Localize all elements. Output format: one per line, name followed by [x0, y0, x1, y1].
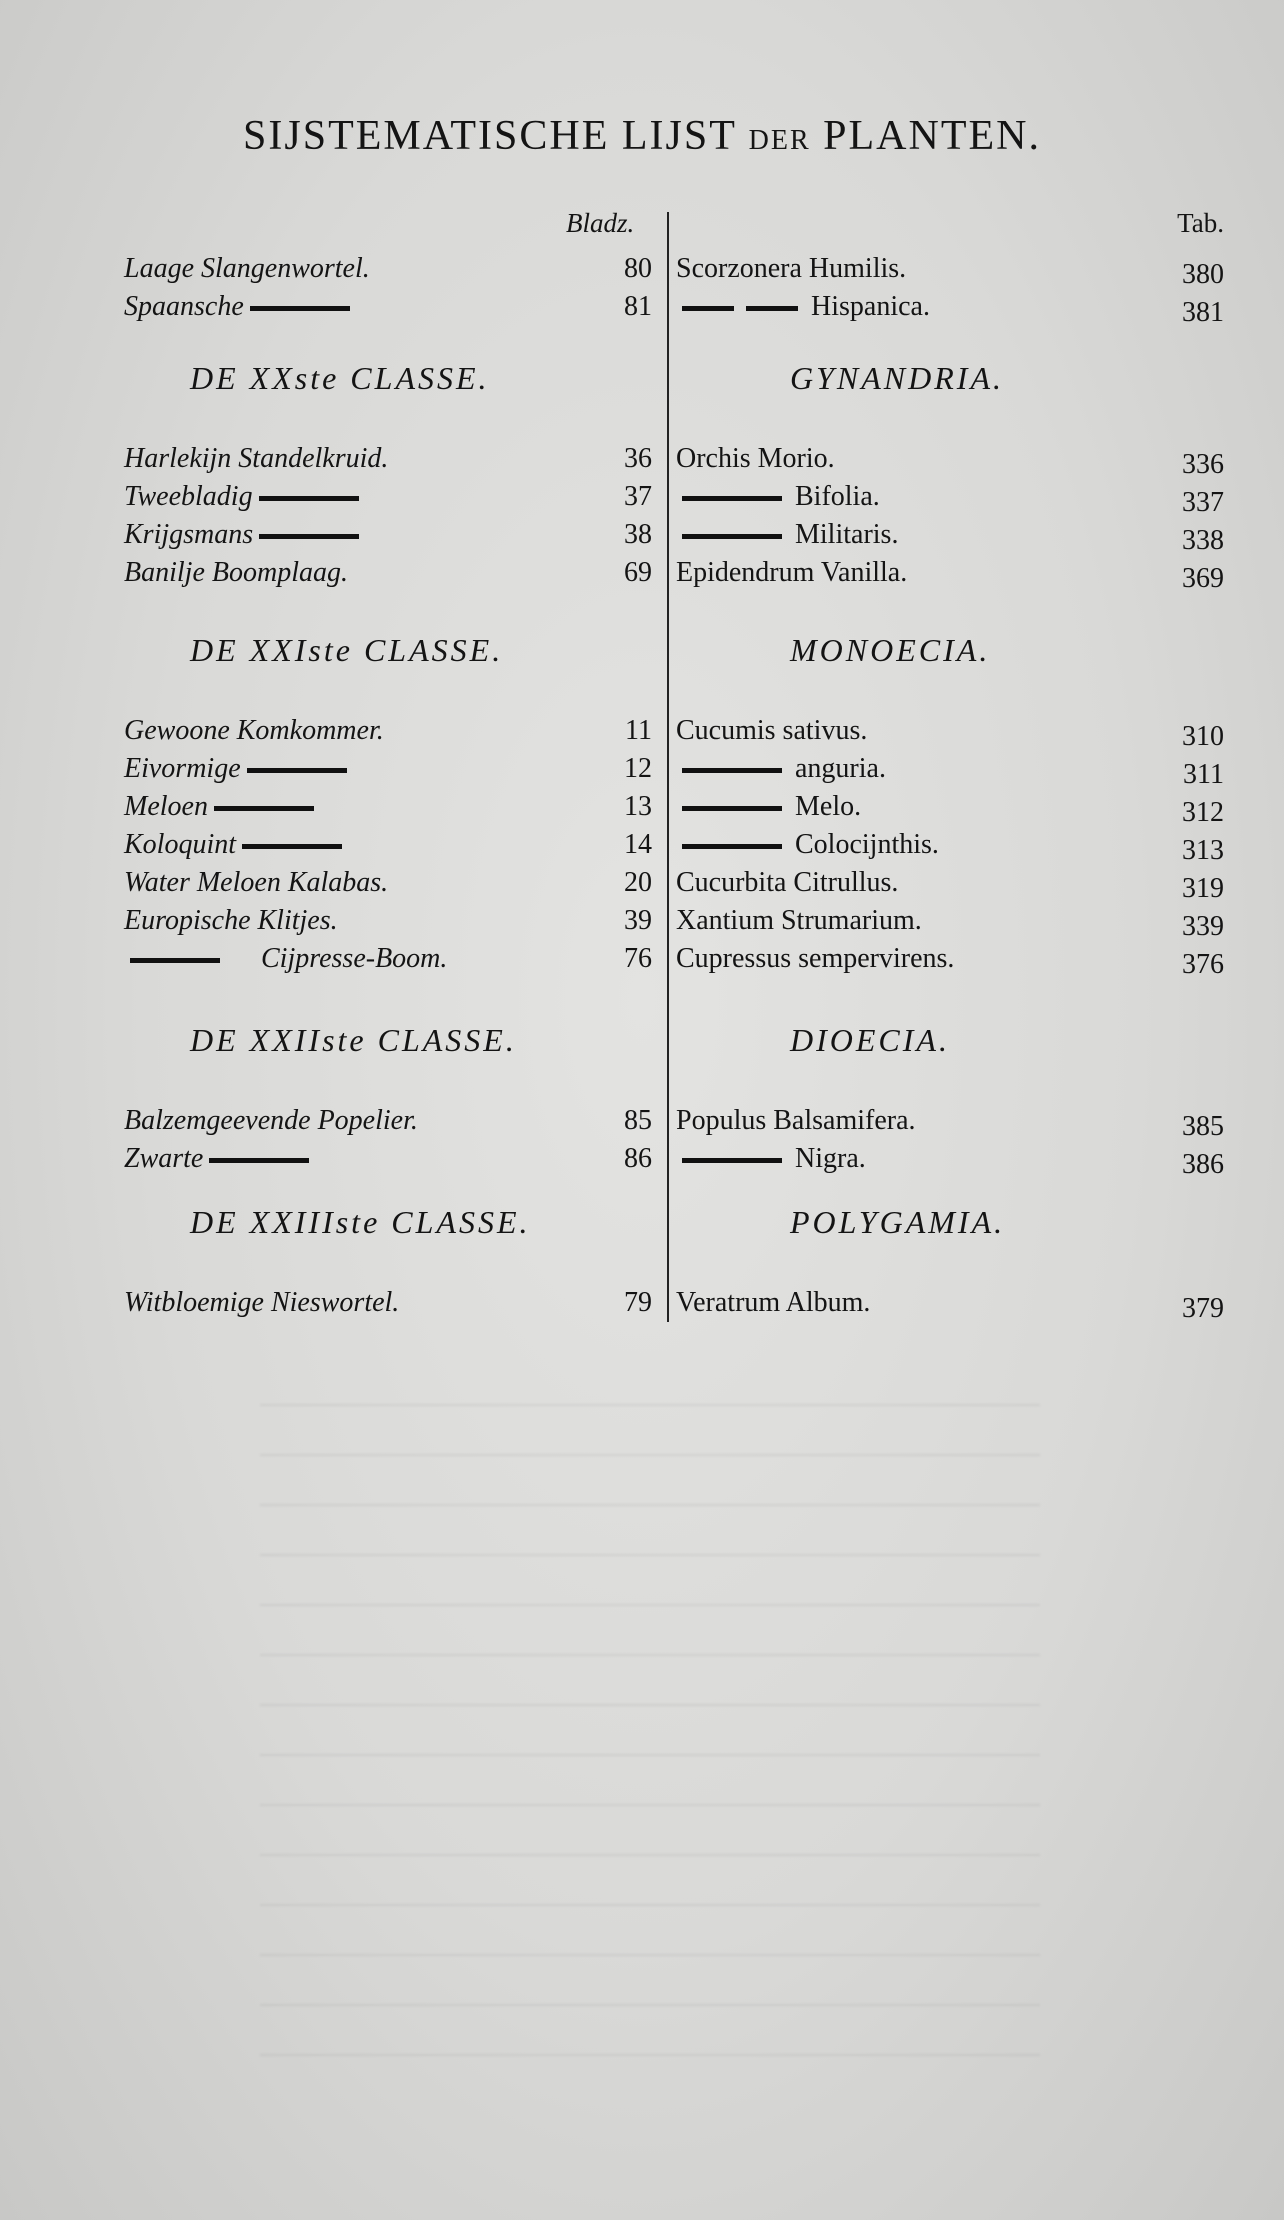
plate-number: 310	[1182, 721, 1224, 752]
dutch-page-number: 38	[624, 519, 652, 550]
class-heading: DE XXste CLASSE.	[190, 360, 490, 396]
plate-number: 337	[1182, 487, 1224, 518]
dutch-page-number: 86	[624, 1143, 652, 1174]
page-title	[0, 112, 1284, 160]
dutch-name-text: Balzemgeevende Popelier.	[124, 1105, 418, 1136]
dutch-name-text: Banilje Boomplaag.	[124, 557, 348, 588]
ditto-dash	[247, 768, 347, 773]
ditto-dash	[682, 1158, 782, 1163]
latin-name-text: Scorzonera Humilis.	[676, 253, 907, 284]
ditto-dash	[682, 534, 782, 539]
dutch-plant-name	[124, 252, 370, 286]
latin-name-text: Xantium Strumarium.	[676, 905, 922, 936]
ditto-dash	[209, 1158, 309, 1163]
class-heading: DE XXIIIste CLASSE.	[190, 1204, 531, 1240]
dutch-plant-name	[124, 480, 365, 514]
plate-number: 369	[1182, 563, 1224, 594]
ditto-dash	[682, 844, 782, 849]
dutch-page-number: 14	[624, 829, 652, 860]
latin-plant-name	[676, 904, 922, 938]
plate-number: 386	[1182, 1149, 1224, 1180]
latin-plant-name	[676, 1286, 870, 1320]
dutch-page-number: 39	[624, 905, 652, 936]
ditto-dash	[130, 958, 220, 963]
latin-plant-name	[676, 290, 930, 324]
dutch-page-number: 80	[624, 253, 652, 284]
latin-plant-name	[676, 790, 861, 824]
dutch-plant-name	[124, 752, 353, 786]
latin-plant-name	[676, 866, 898, 900]
plate-number: 313	[1182, 835, 1224, 866]
dutch-page-number: 20	[624, 867, 652, 898]
latin-name-text: Epidendrum Vanilla.	[676, 557, 908, 588]
latin-name-text: Colocijnthis.	[795, 829, 939, 860]
latin-plant-name	[676, 828, 939, 862]
left-page-column-label: Bladz.	[566, 208, 635, 238]
latin-plant-name	[676, 1142, 866, 1176]
dutch-name-text: Harlekijn Standelkruid.	[124, 443, 389, 474]
dutch-name-text: Tweebladig	[124, 481, 253, 512]
dutch-name-text: Europische Klitjes.	[124, 905, 338, 936]
latin-plant-name	[676, 480, 880, 514]
dutch-plant-name	[124, 904, 338, 938]
dutch-plant-name	[124, 1142, 315, 1176]
latin-plant-name	[676, 252, 906, 286]
dutch-name-text: Koloquint	[124, 829, 237, 860]
latin-class-heading: MONOECIA.	[790, 632, 991, 668]
dutch-plant-name	[124, 714, 384, 748]
plate-number: 311	[1183, 759, 1224, 790]
dutch-page-number: 81	[624, 291, 652, 322]
dutch-name-text: Spaansche	[124, 291, 244, 322]
latin-name-text: Veratrum Album.	[676, 1287, 871, 1318]
dutch-page-number: 79	[624, 1287, 652, 1318]
dutch-page-number: 11	[625, 715, 652, 746]
latin-name-text: Melo.	[795, 791, 862, 822]
dutch-page-number: 69	[624, 557, 652, 588]
dutch-name-text: Laage Slangenwortel.	[124, 253, 370, 284]
title-part-3: PLANTEN.	[823, 113, 1041, 159]
dutch-name-text: Eivormige	[124, 753, 241, 784]
dutch-plant-name	[124, 556, 348, 590]
dutch-page-number: 76	[624, 943, 652, 974]
title-part-1: SIJSTEMATISCHE LIJST	[243, 113, 737, 159]
latin-name-text: Cucumis sativus.	[676, 715, 868, 746]
ditto-dash	[682, 806, 782, 811]
ditto-dash	[682, 496, 782, 501]
latin-plant-name	[676, 1104, 916, 1138]
right-page-column-label: Tab.	[1177, 208, 1224, 238]
dutch-plant-name	[124, 790, 320, 824]
latin-name-text: Bifolia.	[795, 481, 880, 512]
latin-plant-name	[676, 752, 886, 786]
plate-number: 376	[1182, 949, 1224, 980]
column-divider	[667, 212, 669, 1322]
dutch-plant-name	[124, 942, 447, 976]
ditto-dash	[250, 306, 350, 311]
title-part-2: DER	[748, 125, 811, 156]
dutch-name-text: Zwarte	[124, 1143, 204, 1174]
dutch-plant-name	[124, 442, 388, 476]
dutch-plant-name	[124, 518, 365, 552]
dutch-name-text: Meloen	[124, 791, 208, 822]
latin-plant-name	[676, 942, 954, 976]
latin-name-text: Militaris.	[795, 519, 899, 550]
dutch-name-text: Water Meloen Kalabas.	[124, 867, 389, 898]
dutch-page-number: 36	[624, 443, 652, 474]
ditto-dash	[214, 806, 314, 811]
plate-number: 339	[1182, 911, 1224, 942]
latin-name-text: Populus Balsamifera.	[676, 1105, 916, 1136]
plate-number: 319	[1182, 873, 1224, 904]
latin-name-text: Orchis Morio.	[676, 443, 835, 474]
plate-number: 338	[1182, 525, 1224, 556]
dutch-plant-name	[124, 1104, 418, 1138]
dutch-plant-name	[124, 866, 388, 900]
bleed-through-text	[260, 1380, 1040, 2100]
dutch-name-text: Cijpresse-Boom.	[261, 943, 448, 974]
dutch-page-number: 85	[624, 1105, 652, 1136]
dutch-plant-name	[124, 290, 356, 324]
plate-number: 379	[1182, 1293, 1224, 1324]
dutch-page-number: 37	[624, 481, 652, 512]
latin-class-heading: GYNANDRIA.	[790, 360, 1004, 396]
ditto-dash	[259, 496, 359, 501]
ditto-dash	[242, 844, 342, 849]
latin-plant-name	[676, 442, 835, 476]
ditto-dash	[259, 534, 359, 539]
dutch-plant-name	[124, 1286, 399, 1320]
dutch-name-text: Krijgsmans	[124, 519, 254, 550]
plate-number: 385	[1182, 1111, 1224, 1142]
dutch-page-number: 13	[624, 791, 652, 822]
latin-name-text: Nigra.	[795, 1143, 866, 1174]
plate-number: 380	[1182, 259, 1224, 290]
plate-number: 312	[1182, 797, 1224, 828]
latin-name-text: Cupressus sempervirens.	[676, 943, 955, 974]
dutch-plant-name	[124, 828, 348, 862]
class-heading: DE XXIIste CLASSE.	[190, 1022, 517, 1058]
latin-plant-name	[676, 714, 867, 748]
dutch-name-text: Witbloemige Nieswortel.	[124, 1287, 400, 1318]
plate-number: 381	[1182, 297, 1224, 328]
latin-plant-name	[676, 518, 898, 552]
dutch-page-number: 12	[624, 753, 652, 784]
dutch-name-text: Gewoone Komkommer.	[124, 715, 384, 746]
latin-plant-name	[676, 556, 907, 590]
plate-number: 336	[1182, 449, 1224, 480]
latin-name-text: Cucurbita Citrullus.	[676, 867, 899, 898]
ditto-dash	[682, 306, 734, 311]
ditto-dash	[682, 768, 782, 773]
ditto-dash	[746, 306, 798, 311]
latin-name-text: anguria.	[795, 753, 886, 784]
latin-class-heading: DIOECIA.	[790, 1022, 950, 1058]
latin-class-heading: POLYGAMIA.	[790, 1204, 1006, 1240]
class-heading: DE XXIste CLASSE.	[190, 632, 504, 668]
latin-name-text: Hispanica.	[811, 291, 930, 322]
